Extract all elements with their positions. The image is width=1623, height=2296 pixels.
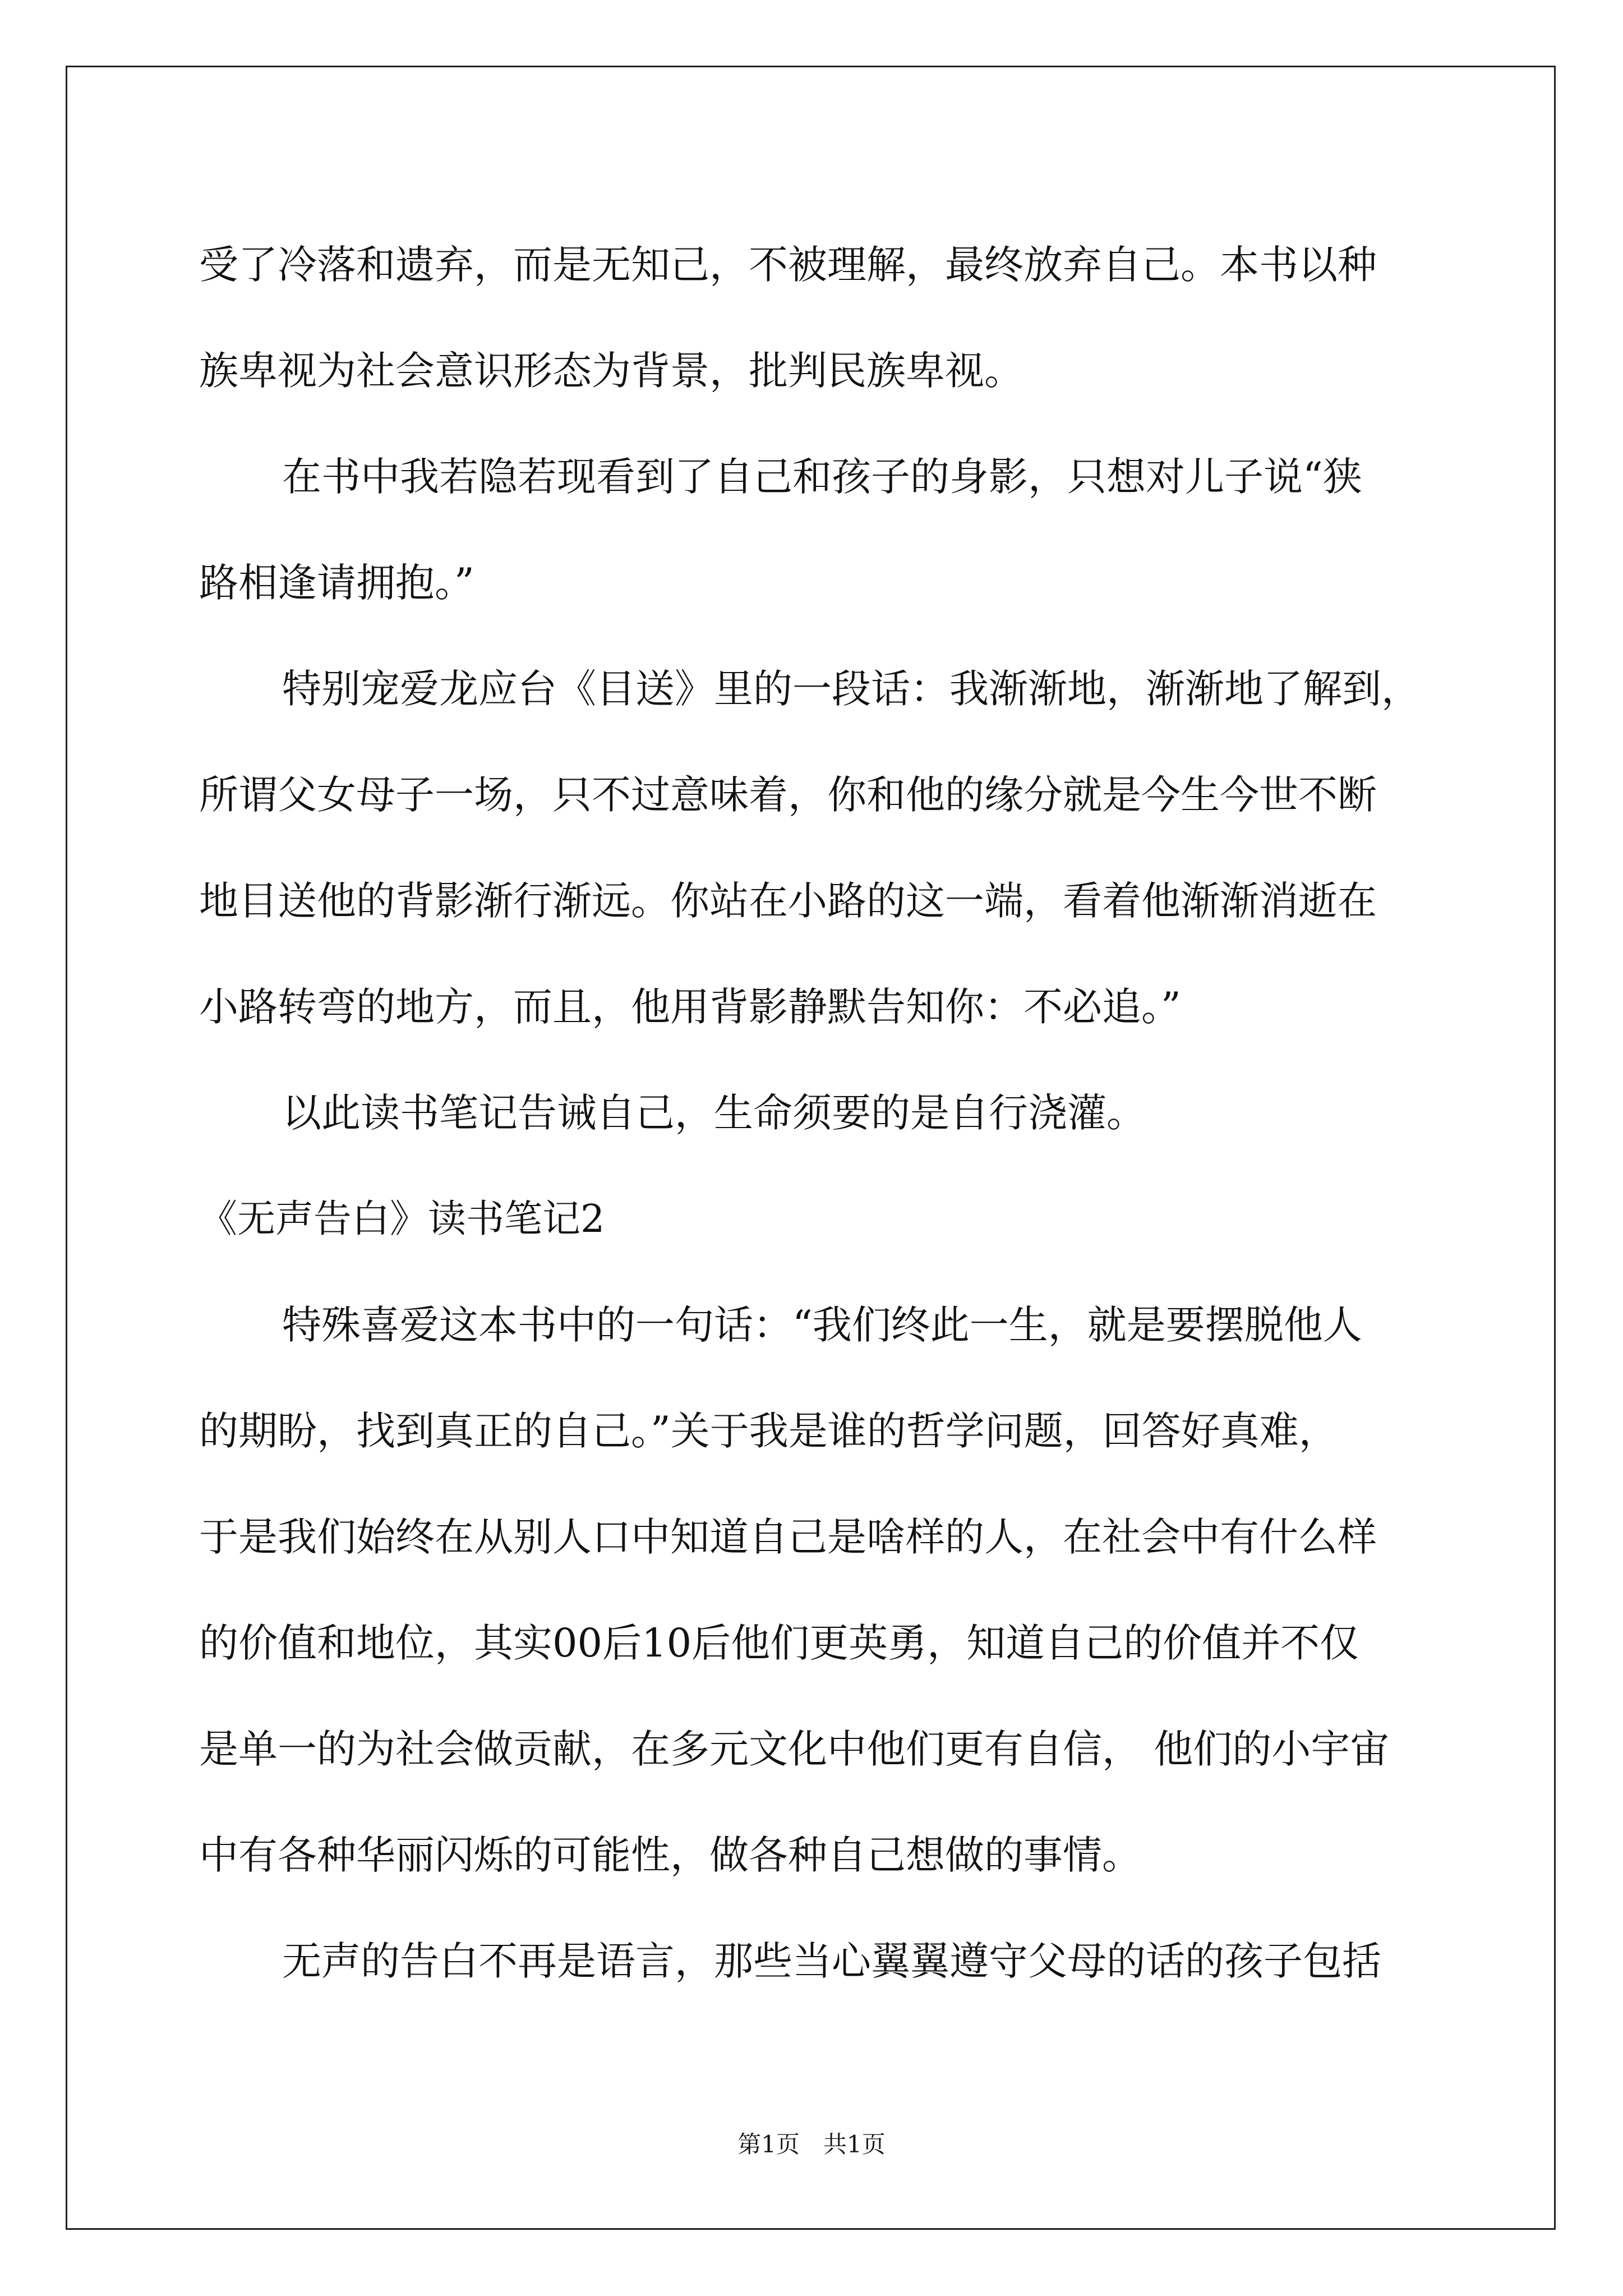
text-line-12: 的期盼，找到真正的自己。”关于我是谁的哲学问题，回答好真难，	[199, 1408, 1338, 1454]
text-line-4: 路相逢请拥抱。”	[199, 560, 474, 606]
text-line-5: 特别宠爱龙应台《目送》里的一段话：我渐渐地，渐渐地了解到，	[282, 666, 1421, 712]
text-line-7: 地目送他的背影渐行渐远。你站在小路的这一端，看着他渐渐消逝在	[199, 878, 1377, 924]
document-body	[199, 212, 1433, 2014]
text-line-3: 在书中我若隐若现看到了自己和孩子的身影，只想对儿子说“狭	[282, 454, 1362, 500]
text-line-14: 的价值和地位，其实00后10后他们更英勇，知道自己的价值并不仅	[199, 1620, 1359, 1666]
text-line-16: 中有各种华丽闪烁的可能性，做各种自己想做的事情。	[199, 1832, 1141, 1878]
text-line-1: 受了冷落和遗弃，而是无知己，不被理解，最终放弃自己。本书以种	[199, 242, 1377, 288]
text-line-8: 小路转弯的地方，而且，他用背影静默告知你：不必追。”	[199, 984, 1181, 1030]
text-line-6: 所谓父女母子一场，只不过意味着，你和他的缘分就是今生今世不断	[199, 772, 1377, 818]
text-line-2: 族卑视为社会意识形态为背景，批判民族卑视。	[199, 348, 1023, 394]
text-line-15: 是单一的为社会做贡献，在多元文化中他们更有自信， 他们的小宇宙	[199, 1726, 1390, 1772]
text-line-9: 以此读书笔记告诫自己，生命须要的是自行浇灌。	[282, 1090, 1146, 1136]
text-line-13: 于是我们始终在从别人口中知道自己是啥样的人，在社会中有什么样	[199, 1514, 1377, 1560]
text-line-17: 无声的告白不再是语言，那些当心翼翼遵守父母的话的孩子包括	[282, 1938, 1381, 1984]
page-footer: 第1页 共1页	[737, 2131, 886, 2158]
section-heading: 《无声告白》读书笔记2	[199, 1197, 605, 1241]
text-line-11: 特殊喜爱这本书中的一句话：“我们终此一生，就是要摆脱他人	[282, 1302, 1362, 1348]
